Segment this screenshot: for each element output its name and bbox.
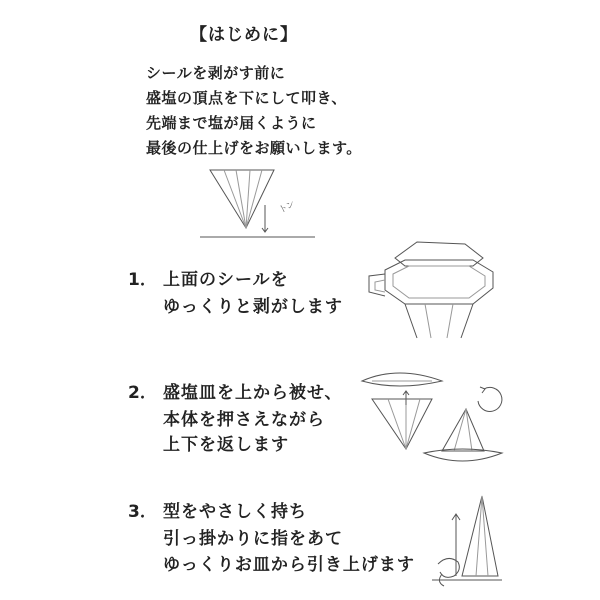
step-3-number: 3．	[128, 502, 157, 522]
step-1-line-2: ゆっくりと剥がします	[163, 297, 343, 317]
intro-line-4: 最後の仕上げをお願いします。	[146, 139, 362, 157]
section-title: 【はじめに】	[190, 25, 298, 45]
lift-mold-icon	[432, 490, 502, 590]
intro-line-2: 盛塩の頂点を下にして叩き、	[146, 89, 347, 107]
step-2-line-3: 上下を返します	[163, 435, 289, 455]
step-3-line-3: ゆっくりお皿から引き上げます	[163, 555, 415, 575]
step-1-line-1: 上面のシールを	[163, 270, 289, 290]
step-2-line-1: 盛塩皿を上から被せ、	[163, 383, 343, 403]
step-3-line-2: 引っ掛かりに指をあて	[163, 529, 343, 549]
peel-seal-icon	[365, 240, 500, 340]
step-1-number: 1．	[128, 270, 157, 290]
intro-line-3: 先端まで塩が届くように	[146, 114, 317, 132]
tap-sound-mark: トン	[277, 199, 297, 216]
intro-line-1: シールを剥がす前に	[146, 64, 286, 82]
dish-cover-flip-icon	[358, 365, 508, 470]
step-2-number: 2．	[128, 383, 157, 403]
step-2-line-2: 本体を押さえながら	[163, 410, 325, 430]
step-3-line-1: 型をやさしく持ち	[163, 502, 307, 522]
inverted-cone-tap-icon	[200, 160, 320, 245]
